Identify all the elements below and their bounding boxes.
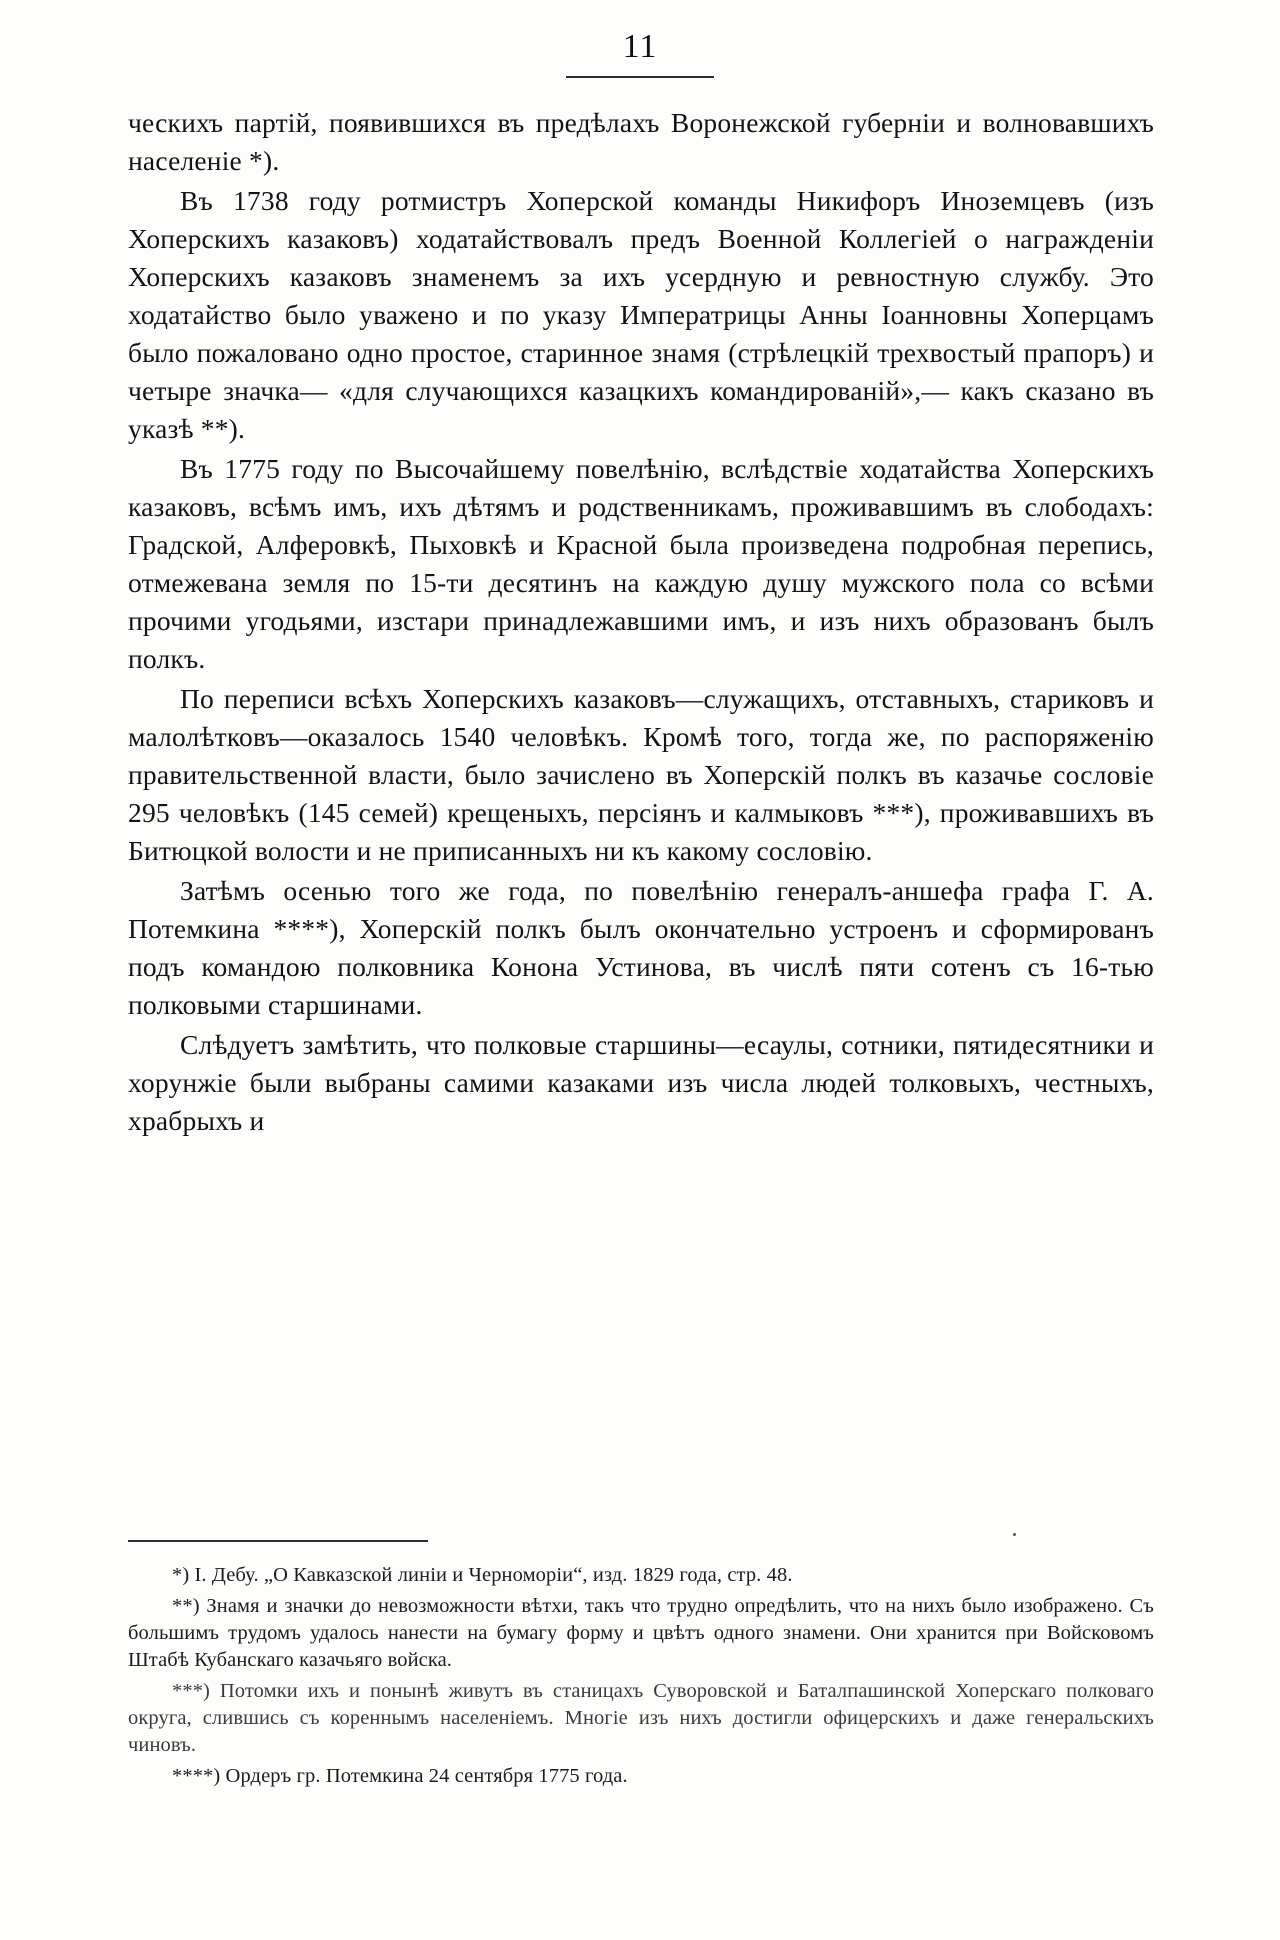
- footnote-block: [128, 1562, 1154, 1794]
- header-divider: [566, 76, 714, 78]
- footnote-divider: [128, 1540, 428, 1542]
- paragraph: Затѣмъ осенью того же года, по повелѣнію генералъ-аншефа графа Г. А. Потемкина ****), Хоперскій полкъ былъ окончательно устроенъ и сформированъ подъ командою полковника Конона Устинова, въ числѣ пяти сотенъ съ 16-тью полковыми старшинами.: [128, 875, 1154, 1020]
- page-number: 11: [622, 28, 658, 65]
- paragraph: Въ 1775 году по Высочайшему повелѣнію, вслѣдствіе ходатайства Хоперскихъ казаковъ, всѣмъ имъ, ихъ дѣтямъ и родственникамъ, проживавшимъ въ слободахъ: Градской, Алферовкѣ, Пыховкѣ и Красной была произведена подробная перепись, отмежевана земля по 15-ти десятинъ на каждую душу мужского пола со всѣми прочими угодьями, изстари принадлежавшими имъ, и изъ нихъ образованъ былъ полкъ.: [128, 453, 1154, 674]
- footnote: **) Знамя и значки до невозможности вѣтхи, такъ что трудно опредѣлить, что на нихъ было изображено. Съ большимъ трудомъ удалось нанести на бумагу форму и цвѣтъ одного знамени. Они хранится при Войсковомъ Штабѣ Кубанскаго казачьяго войска.: [128, 1595, 1154, 1671]
- paragraph: По переписи всѣхъ Хоперскихъ казаковъ—служащихъ, отставныхъ, стариковъ и малолѣтковъ—оказалось 1540 человѣкъ. Кромѣ того, тогда же, по распоряженію правительственной власти, было зачислено въ Хоперскій полкъ въ казачье сословіе 295 человѣкъ (145 семей) крещеныхъ, персіянъ и калмыковъ ***), проживавшихъ въ Битюцкой волости и не приписанныхъ ни къ какому сословію.: [128, 683, 1154, 866]
- paragraph: ческихъ партій, появившихся въ предѣлахъ Воронежской губерніи и волновавшихъ населеніе *).: [128, 107, 1154, 176]
- body-text: [128, 104, 1154, 1140]
- paper-speck: [1013, 1533, 1016, 1536]
- footnote: *) І. Дебу. „О Кавказской линіи и Черноморіи“, изд. 1829 года, стр. 48.: [172, 1564, 793, 1586]
- paragraph: Въ 1738 году ротмистръ Хоперской команды Никифоръ Иноземцевъ (изъ Хоперскихъ казаковъ) ходатайствовалъ предъ Военной Коллегіей о награжденіи Хоперскихъ казаковъ знаменемъ за ихъ усердную и ревностную службу. Это ходатайство было уважено и по указу Императрицы Анны Іоанновны Хоперцамъ было пожаловано одно простое, старинное знамя (стрѣлецкій трехвостый прапоръ) и четыре значка— «для случающихся казацкихъ командированій»,— какъ сказано въ указѣ **).: [128, 185, 1154, 444]
- footnote: ****) Ордеръ гр. Потемкина 24 сентября 1775 года.: [172, 1765, 628, 1787]
- paragraph: Слѣдуетъ замѣтить, что полковые старшины—есаулы, сотники, пятидесятники и хорунжіе были выбраны самими казаками изъ числа людей толковыхъ, честныхъ, храбрыхъ и: [128, 1029, 1154, 1136]
- footnote: ***) Потомки ихъ и понынѣ живутъ въ станицахъ Суворовской и Баталпашинской Хоперскаго полковаго округа, слившись съ кореннымъ населеніемъ. Многіе изъ нихъ достигли офицерскихъ и даже генеральскихъ чиновъ.: [128, 1680, 1154, 1756]
